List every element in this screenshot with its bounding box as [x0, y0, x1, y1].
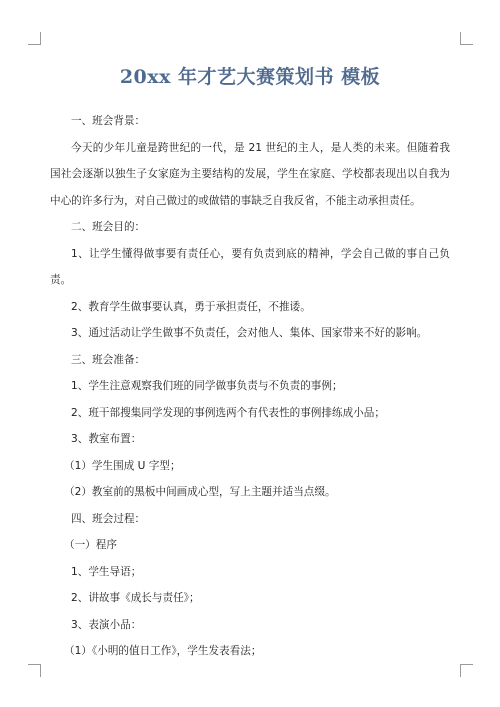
process-item-2: 2、讲故事《成长与责任》； — [71, 592, 200, 604]
document-title: 20xx 年才艺大赛策划书 模板 — [119, 66, 381, 88]
section-heading-background: 一、班会背景： — [71, 115, 146, 127]
document-body — [50, 108, 450, 665]
classroom-layout-item-2: （2）教室前的黑板中间画成心型，写上主题并适当点缀。 — [64, 486, 336, 498]
purpose-item-2: 2、教育学生做事要认真，勇于承担责任，不推诿。 — [71, 300, 311, 313]
process-subheading: （一）程序 — [64, 539, 117, 551]
preparation-item-2: 2、班干部搜集同学发现的事例选两个有代表性的事例排练成小品； — [71, 406, 385, 419]
purpose-item-3: 3、通过活动让学生做事不负责任，会对他人、集体、国家带来不好的影响。 — [71, 327, 428, 339]
crop-mark-bottom-right — [460, 664, 473, 677]
process-item-3: 3、表演小品： — [71, 618, 142, 631]
background-paragraph: 今天的少年儿童是跨世纪的一代，是 21 世纪的主人，是人类的未来。但随着我国社会逐渐以独生子女家庭为主要结构的发展，学生在家庭、学校都表现出以自我为中心的许多行为，对自己做过的或做错的事缺乏自我反省，不能主动承担责任。 — [50, 141, 450, 207]
classroom-layout-item-1: （1）学生围成 U 字型； — [64, 459, 181, 472]
section-heading-purpose: 二、班会目的： — [71, 221, 146, 233]
crop-mark-bottom-left — [28, 664, 41, 677]
purpose-item-1: 1、让学生懂得做事要有责任心，要有负责到底的精神，学会自己做的事自己负责。 — [50, 247, 450, 286]
preparation-item-1: 1、学生注意观察我们班的同学做事负责与不负责的事例； — [71, 380, 343, 392]
skit-item-1: （1）《小明的值日工作》，学生发表看法； — [64, 645, 262, 657]
crop-mark-top-left — [28, 32, 41, 45]
crop-mark-top-right — [460, 32, 473, 45]
section-heading-process: 四、班会过程： — [71, 512, 146, 525]
process-item-1: 1、学生导语； — [71, 565, 142, 578]
preparation-item-3: 3、教室布置： — [71, 433, 142, 445]
section-heading-preparation: 三、班会准备： — [71, 353, 146, 366]
